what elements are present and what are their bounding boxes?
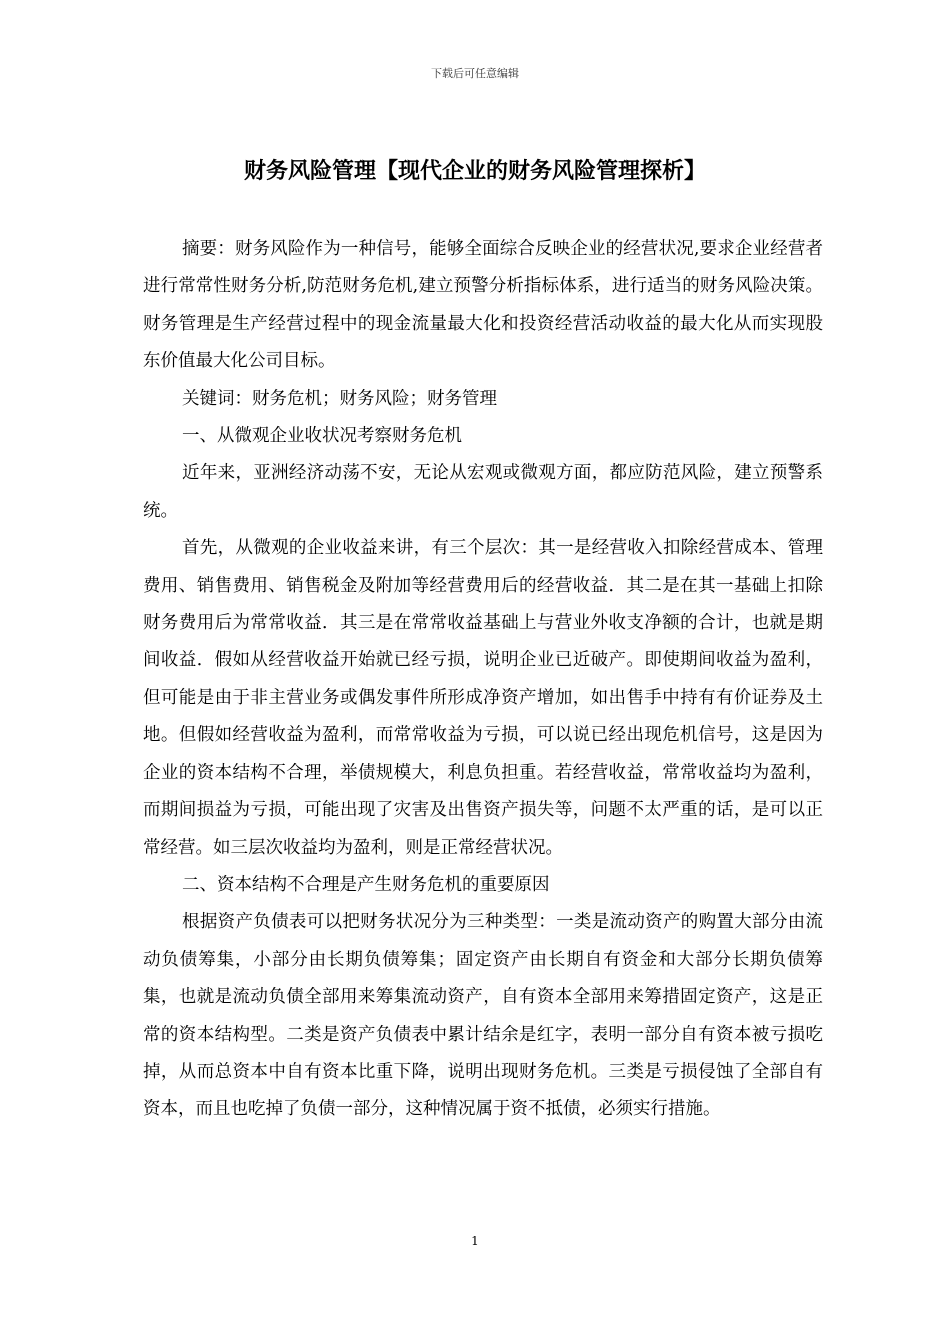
document-title: 财务风险管理【现代企业的财务风险管理探析】 xyxy=(243,158,706,184)
section-heading-1: 一、从微观企业收状况考察财务危机 xyxy=(182,426,462,447)
body-paragraph: 首先，从微观的企业收益来讲，有三个层次：其一是经营收入扣除经营成本、管理费用、销售费用、销售税金及附加等经营费用后的经营收益．其二是在其一基础上扣除财务费用后为常常收益．其三是在常常收益基础上与营业外收支净额的合计，也就是期间收益．假如从经营收益开始就已经亏损，说明企业已近破产。即使期间收益为盈利，但可能是由于非主营业务或偶发事件所形成净资产增加，如出售手中持有有价证券及土地。但假如经营收益为盈利，而常常收益为亏损，可以说已经出现危机信号，这是因为企业的资本结构不合理，举债规模大，利息负担重。若经营收益，常常收益均为盈利，而期间损益为亏损，可能出现了灾害及出售资产损失等，问题不太严重的话，是可以正常经营。如三层次收益均为盈利，则是正常经营状况。 xyxy=(143,538,823,858)
page-header-note: 下载后可任意编辑 xyxy=(431,67,519,80)
document-body xyxy=(143,231,823,1129)
body-paragraph: 根据资产负债表可以把财务状况分为三种类型：一类是流动资产的购置大部分由流动负债筹集，小部分由长期负债筹集；固定资产由长期自有资金和大部分长期负债筹集，也就是流动负债全部用来筹集流动资产，自有资本全部用来筹措固定资产，这是正常的资本结构型。二类是资产负债表中累计结余是红字，表明一部分自有资本被亏损吃掉，从而总资本中自有资本比重下降，说明出现财务危机。三类是亏损侵蚀了全部自有资本，而且也吃掉了负债一部分，这种情况属于资不抵债，必须实行措施。 xyxy=(143,912,823,1120)
body-paragraph: 近年来，亚洲经济动荡不安，无论从宏观或微观方面，都应防范风险，建立预警系统。 xyxy=(143,463,823,521)
section-heading-2: 二、资本结构不合理是产生财务危机的重要原因 xyxy=(182,874,550,895)
abstract-paragraph: 摘要：财务风险作为一种信号，能够全面综合反映企业的经营状况,要求企业经营者进行常常性财务分析,防范财务危机,建立预警分析指标体系，进行适当的财务风险决策。财务管理是生产经营过程中的现金流量最大化和投资经营活动收益的最大化从而实现股东价值最大化公司目标。 xyxy=(143,239,823,372)
page-number: 1 xyxy=(471,1234,479,1248)
keywords-paragraph: 关键词：财务危机；财务风险；财务管理 xyxy=(182,388,497,409)
